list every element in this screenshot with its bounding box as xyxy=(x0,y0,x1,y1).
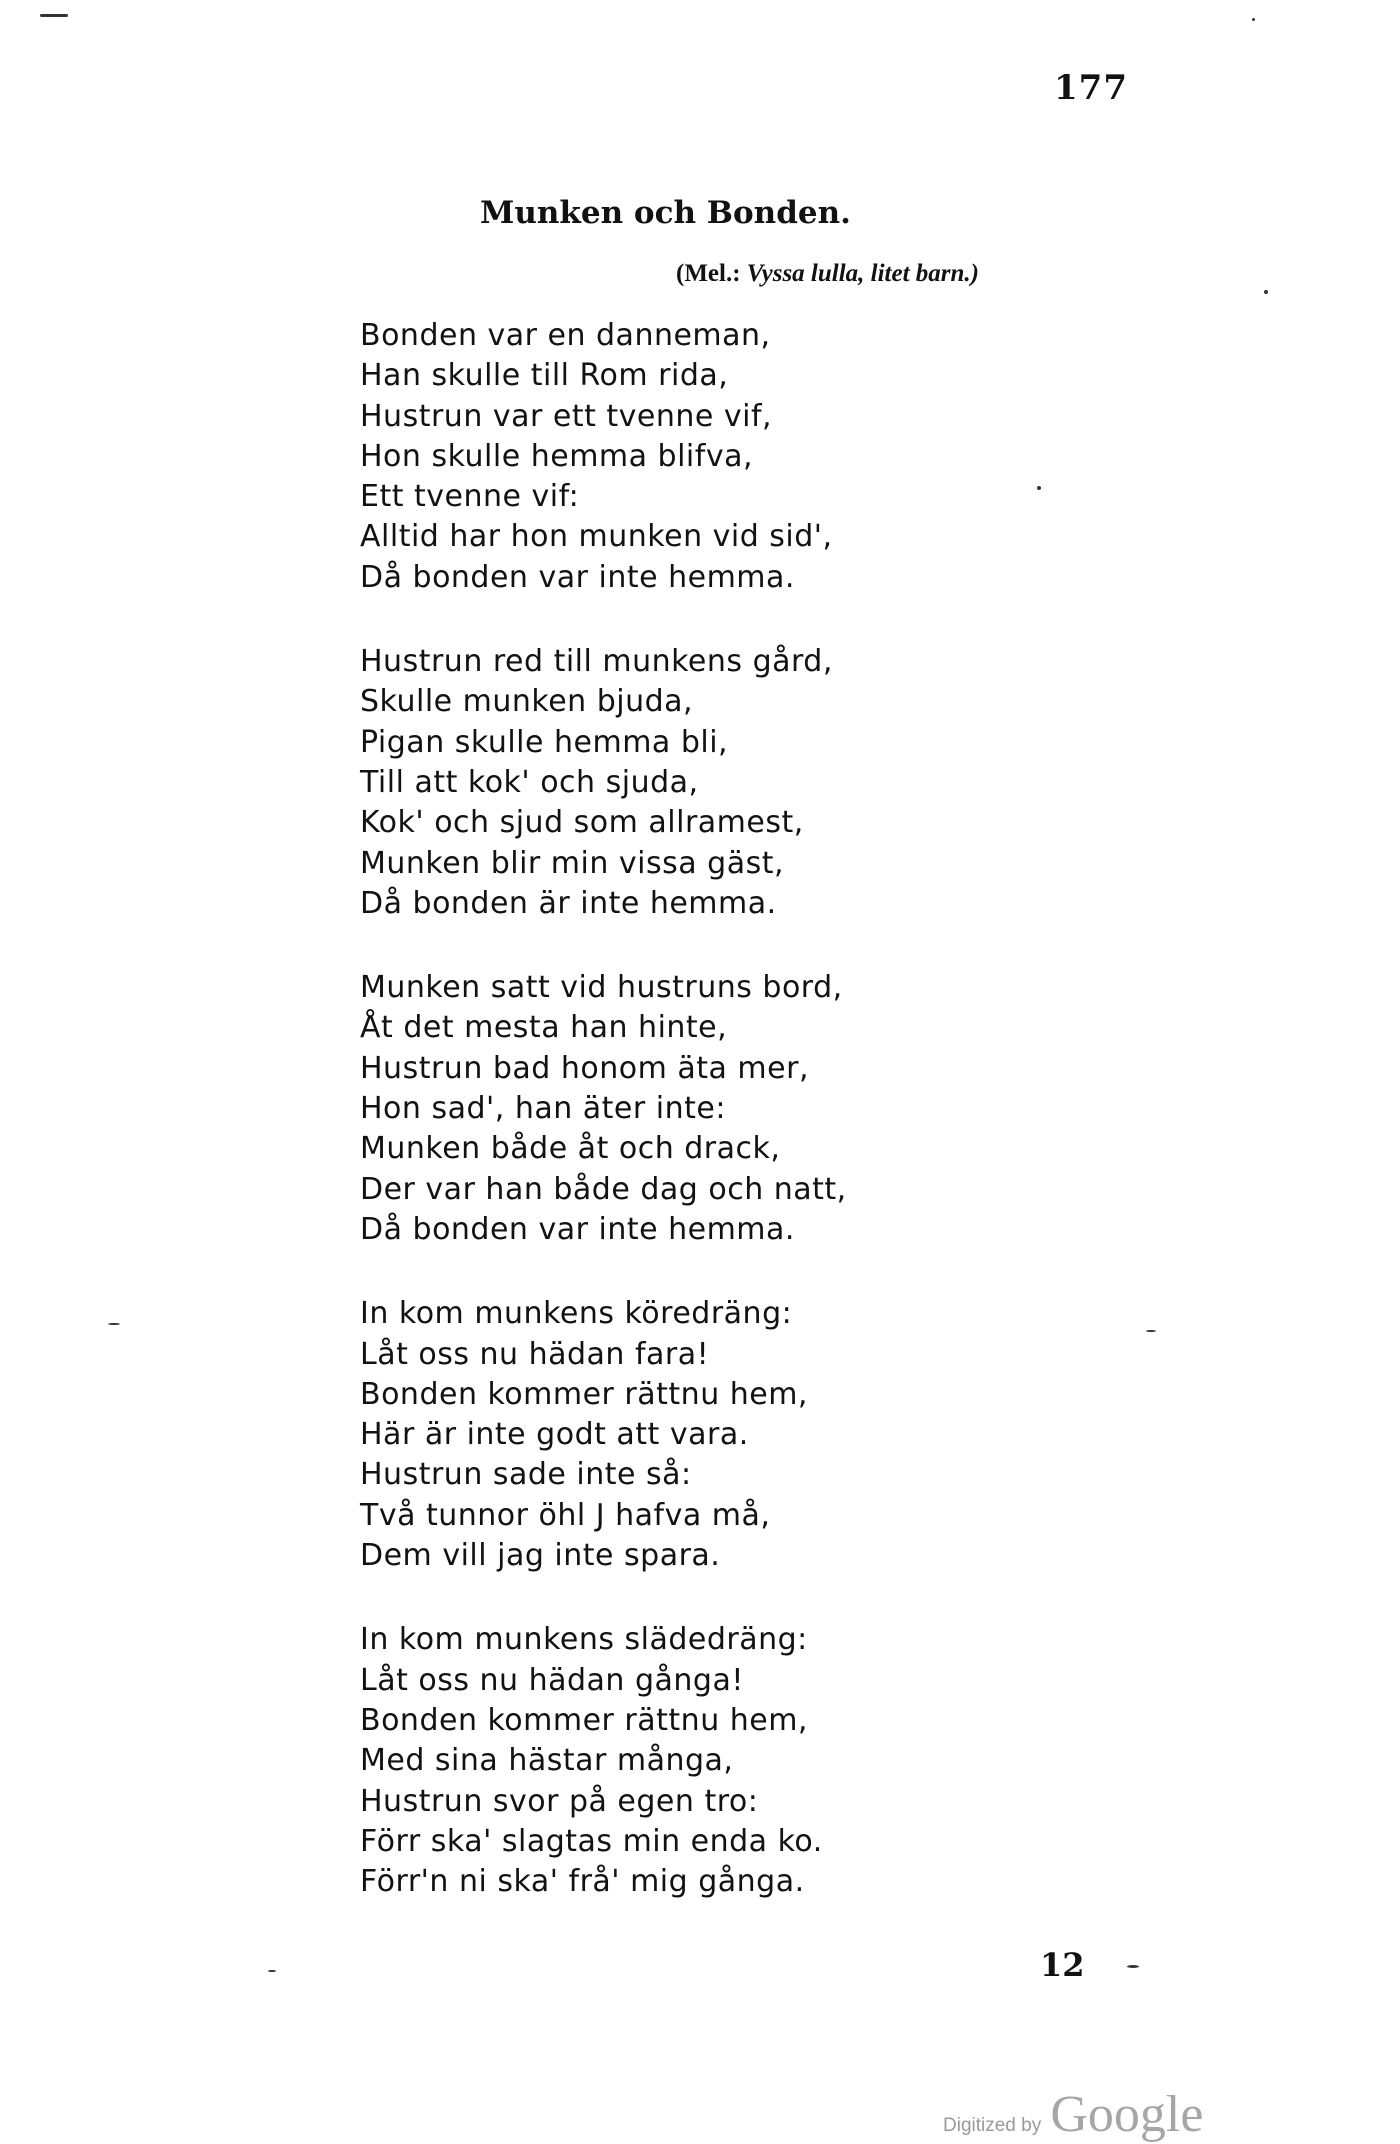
poem-line: Skulle munken bjuda, xyxy=(360,684,694,720)
poem-line: Låt oss nu hädan fara! xyxy=(360,1336,710,1372)
poem-line: Bonden kommer rättnu hem, xyxy=(360,1702,808,1738)
melody-label: (Mel.: xyxy=(676,260,741,287)
google-logo: Google xyxy=(1050,2086,1204,2143)
stanza-1 xyxy=(360,316,1060,598)
poem-line: Till att kok' och sjuda, xyxy=(360,764,699,800)
poem-line: Han skulle till Rom rida, xyxy=(360,358,729,394)
poem-line: Alltid har hon munken vid sid', xyxy=(360,519,833,555)
stanza-4 xyxy=(360,1294,1060,1576)
poem-line: Ett tvenne vif: xyxy=(360,479,580,515)
poem-line: In kom munkens slädedräng: xyxy=(360,1622,808,1658)
poem-line: Bonden var en danneman, xyxy=(360,318,771,353)
poem-line: Med sina hästar många, xyxy=(360,1743,734,1779)
poem-title: Munken och Bonden. xyxy=(480,195,851,231)
poem-line: Hustrun svor på egen tro: xyxy=(360,1783,759,1819)
signature-mark: 12 xyxy=(1040,1946,1085,1984)
stanza-3 xyxy=(360,968,1060,1250)
scan-speck xyxy=(1146,1330,1156,1332)
poem-line: Hustrun sade inte så: xyxy=(360,1457,692,1493)
scan-speck xyxy=(1037,486,1041,490)
poem-line: Hustrun var ett tvenne vif, xyxy=(360,398,773,434)
scan-speck xyxy=(40,14,68,17)
poem-line: Munken satt vid hustruns bord, xyxy=(360,970,843,1006)
poem-line: Förr'n ni ska' frå' mig gånga. xyxy=(360,1864,805,1900)
poem-line: Munken både åt och drack, xyxy=(360,1131,781,1167)
scan-speck xyxy=(1264,290,1268,294)
poem-line: Två tunnor öhl J hafva må, xyxy=(360,1497,771,1533)
scan-speck xyxy=(108,1323,120,1325)
poem-line: Kok' och sjud som allramest, xyxy=(360,805,804,841)
digitized-watermark xyxy=(943,2085,1203,2144)
digitized-by-label: Digitized by xyxy=(943,2115,1042,2136)
poem-line: In kom munkens köredräng: xyxy=(360,1296,793,1332)
scan-speck xyxy=(268,1970,276,1972)
stanza-2 xyxy=(360,642,1060,924)
poem-line: Munken blir min vissa gäst, xyxy=(360,845,785,881)
poem-line: Pigan skulle hemma bli, xyxy=(360,724,729,760)
melody-tune: Vyssa lulla, litet barn.) xyxy=(746,260,979,287)
poem-line: Här är inte godt att vara. xyxy=(360,1417,749,1453)
poem-line: Hustrun red till munkens gård, xyxy=(360,644,833,680)
poem-line: Åt det mesta han hinte, xyxy=(360,1010,728,1046)
poem-line: Då bonden var inte hemma. xyxy=(360,559,795,595)
poem-line: Dem vill jag inte spara. xyxy=(360,1538,721,1574)
page-number: 177 xyxy=(1054,68,1128,108)
melody-note xyxy=(676,260,979,288)
poem-line: Låt oss nu hädan gånga! xyxy=(360,1662,744,1698)
poem-body xyxy=(360,316,1060,1946)
poem-line: Hon sad', han äter inte: xyxy=(360,1091,726,1127)
poem-line: Hustrun bad honom äta mer, xyxy=(360,1050,809,1086)
poem-line: Då bonden är inte hemma. xyxy=(360,885,777,921)
poem-line: Då bonden var inte hemma. xyxy=(360,1211,795,1247)
poem-line: Bonden kommer rättnu hem, xyxy=(360,1376,808,1412)
poem-line: Förr ska' slagtas min enda ko. xyxy=(360,1823,823,1859)
poem-line: Hon skulle hemma blifva, xyxy=(360,438,754,474)
scan-speck xyxy=(1252,18,1255,21)
poem-line: Der var han både dag och natt, xyxy=(360,1171,847,1207)
scan-speck xyxy=(1127,1965,1139,1968)
stanza-5 xyxy=(360,1620,1060,1902)
